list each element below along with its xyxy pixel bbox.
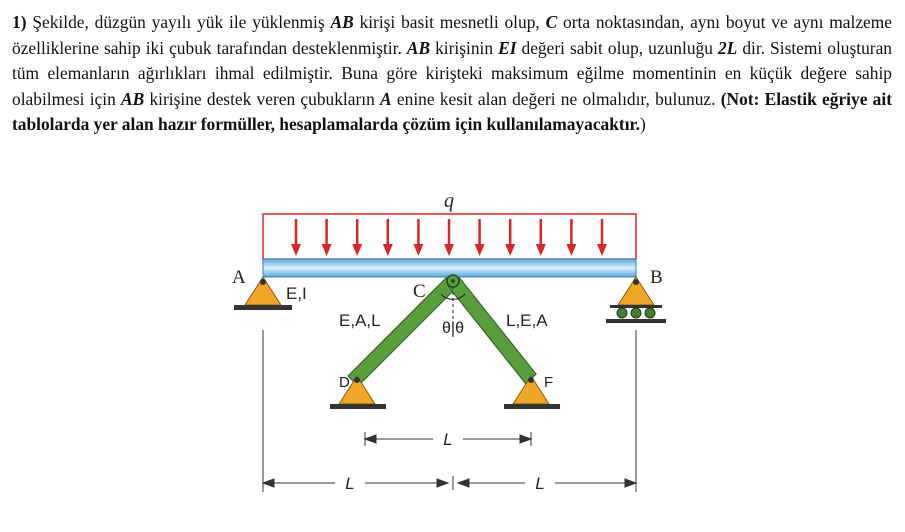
beam-props-label: E,I xyxy=(286,284,307,303)
load-arrow-head xyxy=(475,244,485,256)
extension-lines xyxy=(263,330,636,492)
load-arrow-head xyxy=(505,244,515,256)
distributed-load xyxy=(263,190,636,259)
dim-right-label: L xyxy=(535,474,545,493)
label-f: F xyxy=(544,374,554,391)
label-c: C xyxy=(413,281,426,302)
problem-statement: 1) Şekilde, düzgün yayılı yük ile yüklenmiş AB kirişi basit mesnetli olup, C orta noktasından, aynı boyut ve aynı malzeme özelliklerine sahip iki çubuk tarafından desteklenmiştir. AB kirişinin EI değeri sabit olup, uzunluğu 2L dir. Sistemi oluşturan tüm elemanların ağırlıkları ihmal edilmiştir. Buna göre kirişteki maksimum eğilme momentinin en küçük değere sahip olabilmesi için AB kirişine destek veren çubukların A enine kesit alan değeri ne olmalıdır, bulunuz. (Not: Elastik eğriye ait tablolarda yer alan hazır formüller, hesaplamalarda çözüm için kullanılamayacaktır.) xyxy=(12,12,893,135)
load-arrow-head xyxy=(322,244,332,256)
load-arrows xyxy=(291,219,607,256)
load-arrow-head xyxy=(536,244,546,256)
load-arrow-head xyxy=(444,244,454,256)
left-bar-label: E,A,L xyxy=(339,311,381,330)
load-arrow-head xyxy=(352,244,362,256)
load-arrow-head xyxy=(597,244,607,256)
dimension-bottom xyxy=(263,476,636,490)
problem-note: (Not: Elastik eğriye ait tablolarda yer alan hazır formüller, hesaplamalarda çözüm için kullanılamayacaktır. xyxy=(12,88,892,135)
dim-supports-label: L xyxy=(443,430,453,449)
dim-left-label: L xyxy=(345,474,355,493)
load-arrow-head xyxy=(413,244,423,256)
label-d: D xyxy=(339,374,350,391)
load-arrow-head xyxy=(291,244,301,256)
beam-ab xyxy=(263,259,636,277)
label-a: A xyxy=(232,267,246,288)
right-bar-label: L,E,A xyxy=(506,311,548,330)
load-arrow-head xyxy=(383,244,393,256)
problem-number: 1) xyxy=(12,12,27,32)
load-label: q xyxy=(444,190,454,212)
theta-label: θ|θ xyxy=(442,320,464,337)
label-b: B xyxy=(650,267,663,288)
load-arrow-head xyxy=(566,244,576,256)
